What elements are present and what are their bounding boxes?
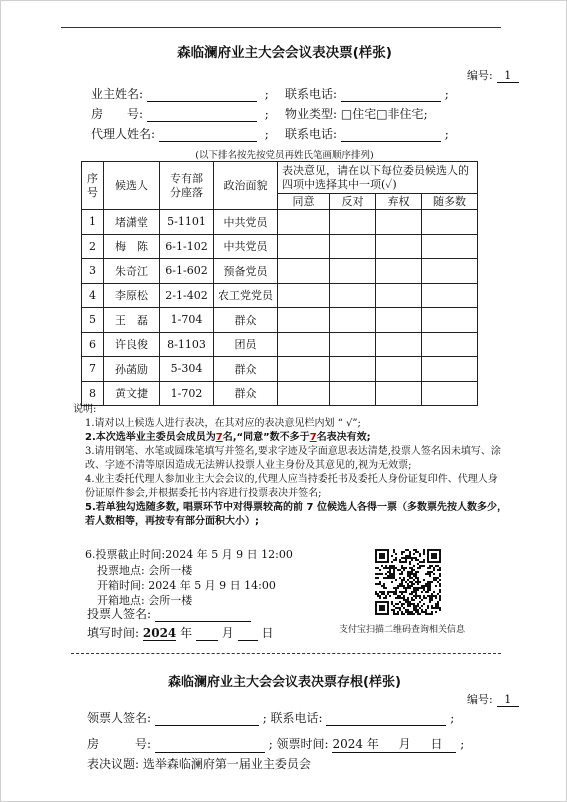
- table-row: [82, 381, 478, 406]
- stub-number-value: 1: [497, 693, 519, 707]
- vote-cell-oppose[interactable]: [330, 259, 376, 284]
- owner-name-row: 业主姓名: ;: [91, 87, 269, 101]
- room-field[interactable]: [147, 109, 257, 122]
- non-residential-checkbox[interactable]: □非住宅: [376, 107, 424, 121]
- vote-cell-abstain[interactable]: [376, 210, 422, 235]
- receive-year: 2024: [332, 737, 363, 751]
- vote-cell-follow-majority[interactable]: [422, 259, 478, 284]
- instruction-2: 2.本次选举业主委员会成员为7名,“同意”数不多于7名表决有效;: [85, 432, 371, 443]
- table-row: [82, 210, 478, 235]
- vote-cell-follow-majority[interactable]: [422, 381, 478, 406]
- header-opinion: 表决意见，请在以下每位委员候选人的四项中选择其中一项(✓): [278, 162, 478, 194]
- vote-cell-abstain[interactable]: [376, 234, 422, 259]
- vote-cell-abstain[interactable]: [376, 283, 422, 308]
- fill-year: 2024: [142, 626, 177, 640]
- row-property: 1-702: [160, 381, 214, 406]
- fill-time-row: 填写时间: 2024 年 月 日: [87, 626, 274, 640]
- property-type-label: 物业类型:: [285, 107, 338, 121]
- agent-phone-field[interactable]: [341, 129, 441, 142]
- agent-phone-label: 联系电话:: [285, 127, 338, 141]
- instruction-5: 5.若单独勾选随多数, 唱票环节中对得票较高的前 7 位候选人各得一票（多数票先按人数多少，若人数相等，再按专有部分面积大小）;: [85, 502, 507, 527]
- agree-limit: 7: [309, 432, 317, 443]
- header-political: 政治面貌: [214, 162, 278, 210]
- stub-phone-field[interactable]: [326, 713, 446, 726]
- sort-note: (以下排名按先按党员再姓氏笔画顺序排列): [195, 150, 374, 161]
- row-political: 群众: [214, 357, 278, 382]
- vote-cell-agree[interactable]: [278, 259, 330, 284]
- agent-name-row: 代理人姓名: ;: [91, 127, 269, 141]
- row-political: 团员: [214, 332, 278, 357]
- row-seq: 7: [82, 357, 104, 382]
- table-row: [82, 234, 478, 259]
- candidate-table: [81, 161, 478, 406]
- vote-cell-oppose[interactable]: [330, 210, 376, 235]
- table-row: [82, 308, 478, 333]
- header-candidate: 候选人: [104, 162, 160, 210]
- voter-sign-label: 投票人签名:: [87, 607, 152, 621]
- instruction-3: 3.请用钢笔、水笔或圆珠笔填写并签名,要求字迹及字面意思表达清楚,投票人签名因未填写、涂改、字迹不清等原因造成无法辨认投票人业主身份及其意见的,视为无效票;: [85, 446, 501, 471]
- row-candidate-name: 李原松: [104, 283, 160, 308]
- row-candidate-name: 朱奇江: [104, 259, 160, 284]
- header-seq: 序号: [82, 162, 104, 210]
- vote-cell-oppose[interactable]: [330, 234, 376, 259]
- topic-value: 选举森临澜府第一届业主委员会: [142, 757, 311, 771]
- owner-phone-label: 联系电话:: [285, 87, 338, 101]
- cut-line: [71, 653, 501, 654]
- receive-time-label: ; 领票时间:: [268, 737, 329, 751]
- row-seq: 5: [82, 308, 104, 333]
- ballot-title: 森临澜府业主大会会议表决票(样张): [177, 45, 392, 61]
- vote-cell-abstain[interactable]: [376, 357, 422, 382]
- header-abstain: 弃权: [376, 194, 422, 210]
- instructions: [73, 403, 507, 529]
- stub-room-row: 房 号: ; 领票时间: 2024 年 月 日 ;: [87, 737, 465, 751]
- vote-cell-agree[interactable]: [278, 308, 330, 333]
- row-seq: 1: [82, 210, 104, 235]
- row-candidate-name: 梅 陈: [104, 234, 160, 259]
- row-seq: 2: [82, 234, 104, 259]
- row-seq: 3: [82, 259, 104, 284]
- row-candidate-name: 孙菡励: [104, 357, 160, 382]
- row-candidate-name: 黄文捷: [104, 381, 160, 406]
- vote-cell-follow-majority[interactable]: [422, 357, 478, 382]
- instruction-1: 1.请对以上候选人进行表决，在其对应的表决意见栏内划 “ √”;: [85, 418, 361, 429]
- agent-phone-row: 联系电话: ;: [285, 127, 449, 141]
- receiver-row: 领票人签名: ; 联系电话: ;: [87, 711, 455, 725]
- row-property: 5-1101: [160, 210, 214, 235]
- stub-room-field[interactable]: [155, 740, 265, 753]
- table-row: [82, 283, 478, 308]
- vote-cell-follow-majority[interactable]: [422, 332, 478, 357]
- row-political: 群众: [214, 308, 278, 333]
- property-type-row: 物业类型: □住宅□非住宅;: [285, 107, 428, 121]
- row-political: 中共党员: [214, 210, 278, 235]
- stub-number: [467, 691, 519, 707]
- vote-deadline: 6.投票截止时间:2024 年 5 月 9 日 12:00: [85, 548, 293, 561]
- vote-cell-oppose[interactable]: [330, 308, 376, 333]
- receive-time-field[interactable]: 2024 年 月 日: [332, 735, 456, 753]
- vote-cell-abstain[interactable]: [376, 259, 422, 284]
- fill-time-label: 填写时间:: [87, 626, 140, 640]
- ballot-number: [467, 67, 519, 83]
- table-row: [82, 259, 478, 284]
- vote-cell-agree[interactable]: [278, 332, 330, 357]
- room-label: 房 号:: [91, 107, 144, 121]
- row-seq: 4: [82, 283, 104, 308]
- row-property: 5-304: [160, 357, 214, 382]
- vote-cell-abstain[interactable]: [376, 381, 422, 406]
- row-property: 1-704: [160, 308, 214, 333]
- vote-cell-oppose[interactable]: [330, 283, 376, 308]
- header-follow-majority: 随多数: [422, 194, 478, 210]
- top-rule: [61, 27, 501, 28]
- vote-cell-follow-majority[interactable]: [422, 234, 478, 259]
- receiver-label: 领票人签名:: [87, 711, 152, 725]
- row-candidate-name: 许良俊: [104, 332, 160, 357]
- vote-cell-agree[interactable]: [278, 234, 330, 259]
- receiver-sign-field[interactable]: [155, 713, 259, 726]
- owner-name-field[interactable]: [147, 89, 257, 102]
- row-seq: 8: [82, 381, 104, 406]
- row-political: 农工党党员: [214, 283, 278, 308]
- vote-cell-agree[interactable]: [278, 381, 330, 406]
- count-place: 开箱地点: 会所一楼: [97, 594, 193, 607]
- vote-place: 投票地点: 会所一楼: [97, 564, 193, 577]
- vote-cell-abstain[interactable]: [376, 332, 422, 357]
- row-seq: 6: [82, 332, 104, 357]
- row-property: 6-1-602: [160, 259, 214, 284]
- vote-cell-oppose[interactable]: [330, 381, 376, 406]
- agent-name-field[interactable]: [159, 129, 257, 142]
- vote-cell-follow-majority[interactable]: [422, 283, 478, 308]
- stub-number-label: 编号:: [467, 693, 493, 706]
- fill-month-field[interactable]: [196, 628, 218, 641]
- room-row: 房 号: ;: [91, 107, 269, 121]
- qr-caption: 支付宝扫描二维码查询相关信息: [339, 625, 466, 635]
- row-political: 预备党员: [214, 259, 278, 284]
- vote-cell-agree[interactable]: [278, 283, 330, 308]
- owner-phone-row: 联系电话: ;: [285, 87, 449, 101]
- row-property: 8-1103: [160, 332, 214, 357]
- residential-checkbox[interactable]: □住宅: [340, 107, 377, 121]
- qr-code-icon[interactable]: [375, 549, 441, 615]
- topic-row: [87, 755, 311, 772]
- row-candidate-name: 堵潇堂: [104, 210, 160, 235]
- owner-phone-field[interactable]: [341, 89, 441, 102]
- table-row: [82, 332, 478, 357]
- vote-cell-oppose[interactable]: [330, 332, 376, 357]
- stub-title: 森临澜府业主大会会议表决票存根(样张): [168, 675, 401, 690]
- row-candidate-name: 王 磊: [104, 308, 160, 333]
- count-time: 开箱时间: 2024 年 5 月 9 日 14:00: [97, 579, 276, 592]
- header-agree: 同意: [278, 194, 330, 210]
- ballot-number-value: 1: [497, 69, 519, 83]
- member-count: 7: [215, 432, 223, 443]
- vote-cell-abstain[interactable]: [376, 308, 422, 333]
- topic-label: 表决议题:: [87, 757, 140, 771]
- vote-cell-agree[interactable]: [278, 357, 330, 382]
- row-political: 中共党员: [214, 234, 278, 259]
- vote-cell-follow-majority[interactable]: [422, 308, 478, 333]
- ballot-number-label: 编号:: [467, 69, 493, 82]
- voter-sign-row: [87, 605, 251, 622]
- stub-room-label: 房 号:: [87, 737, 152, 751]
- table-row: [82, 357, 478, 382]
- vote-cell-oppose[interactable]: [330, 357, 376, 382]
- instruction-4: 4.业主委托代理人参加业主大会会议的,代理人应当持委托书及委托人身份证复印件、代理人身份证原件参会,并根据委托书内容进行投票表决并签名;: [85, 474, 498, 499]
- vote-cell-follow-majority[interactable]: [422, 210, 478, 235]
- header-oppose: 反对: [330, 194, 376, 210]
- instructions-heading: 说明:: [73, 404, 97, 415]
- vote-cell-agree[interactable]: [278, 210, 330, 235]
- header-property: 专有部分座落: [160, 162, 214, 210]
- stub-phone-label: ; 联系电话:: [262, 711, 323, 725]
- row-property: 6-1-102: [160, 234, 214, 259]
- owner-name-label: 业主姓名:: [91, 87, 144, 101]
- row-property: 2-1-402: [160, 283, 214, 308]
- fill-day-field[interactable]: [238, 628, 258, 641]
- voter-sign-field[interactable]: [155, 609, 251, 622]
- row-political: 群众: [214, 381, 278, 406]
- agent-name-label: 代理人姓名:: [91, 127, 156, 141]
